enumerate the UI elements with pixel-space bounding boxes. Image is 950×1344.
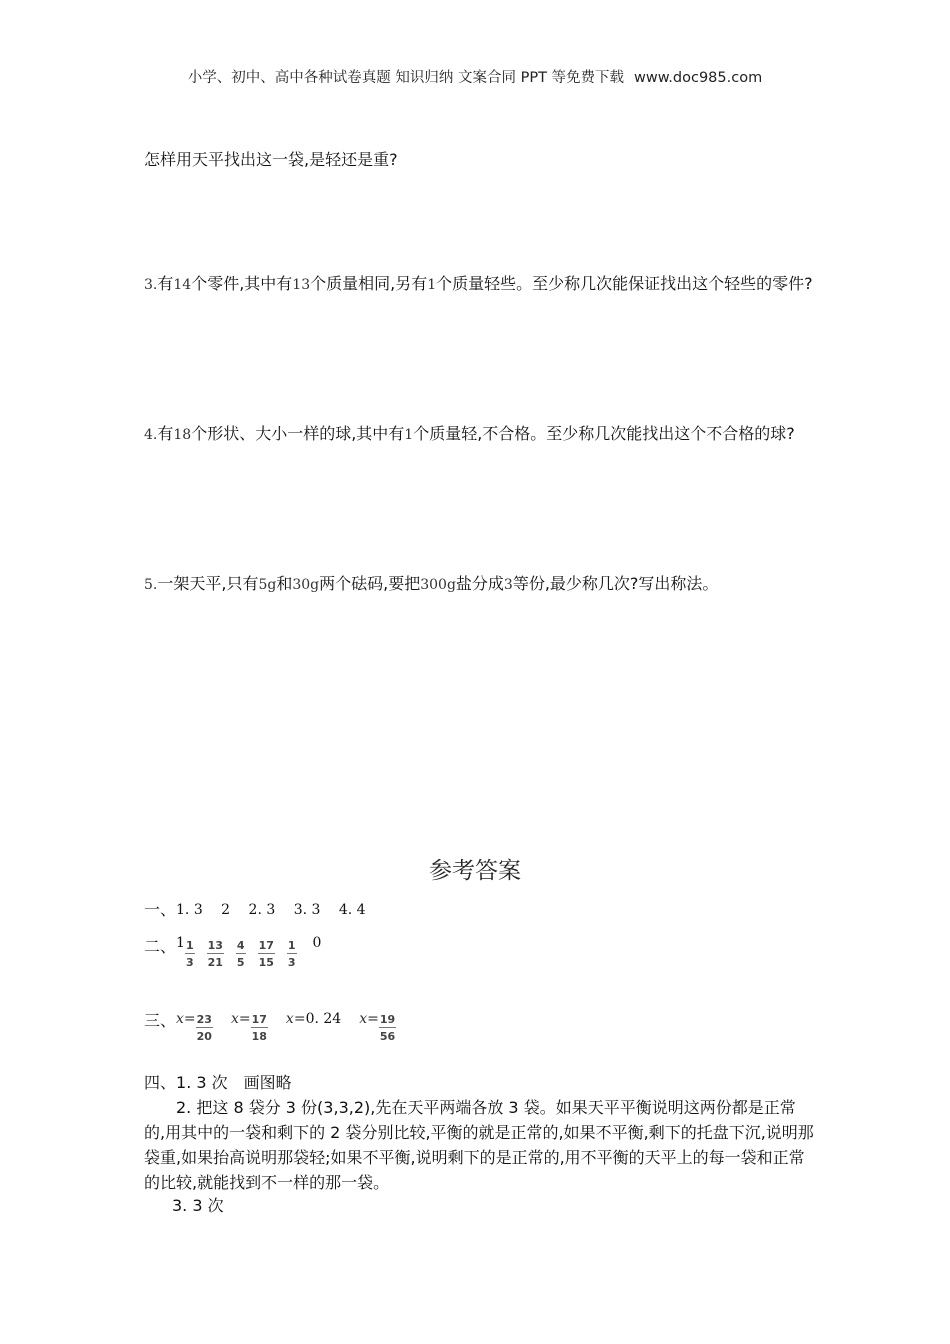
denominator: 21 xyxy=(207,956,223,969)
answer-section-1 xyxy=(144,897,366,920)
q3-mid2: 个质量相同,另有 xyxy=(310,274,428,293)
fraction xyxy=(379,1014,396,1043)
numerator: 13 xyxy=(207,939,223,952)
fraction xyxy=(196,1014,213,1043)
numerator: 1 xyxy=(287,939,296,952)
x-label: x= xyxy=(285,1011,306,1027)
q3-n3: 1 xyxy=(427,277,437,293)
answer-decimal: 0. 24 xyxy=(305,1011,342,1027)
page-header xyxy=(0,66,950,87)
fraction xyxy=(287,940,297,969)
answer-line-1: 1. 3 次 画图略 xyxy=(176,1073,292,1092)
numerator: 17 xyxy=(258,939,274,952)
q5-mid1: 和 xyxy=(276,574,293,593)
fraction xyxy=(185,940,195,969)
numerator: 19 xyxy=(379,1013,396,1026)
q5-mid2: 两个砝码,要把 xyxy=(319,574,421,593)
q4-n2: 1 xyxy=(404,427,414,443)
question-number: 4. xyxy=(144,427,158,443)
answers-title: 参考答案 xyxy=(429,858,521,884)
header-site: www.doc985.com xyxy=(634,70,763,86)
fraction xyxy=(207,940,224,969)
q4-rest: 个质量轻,不合格。至少称几次能找出这个不合格的球? xyxy=(413,424,795,443)
answer-section-3 xyxy=(144,1008,396,1043)
q4-mid1: 个形状、大小一样的球,其中有 xyxy=(191,424,405,443)
fraction xyxy=(251,1014,268,1043)
numerator: 4 xyxy=(236,939,245,952)
q3-text: 有 xyxy=(157,274,174,293)
answer-text: 1. 3 2 2. 3 3. 3 4. 4 xyxy=(176,902,366,918)
numerator: 17 xyxy=(251,1013,267,1026)
x-label: x= xyxy=(230,1011,251,1027)
question-3 xyxy=(144,271,814,298)
denominator: 5 xyxy=(236,956,245,969)
denominator: 3 xyxy=(287,956,296,969)
answer-section-4 xyxy=(144,1070,292,1093)
q5-n3: 300g xyxy=(420,577,456,593)
q3-rest: 个质量轻些。至少称几次能保证找出这个轻些的零件? xyxy=(436,274,813,293)
section-label: 三、 xyxy=(144,1011,177,1030)
numerator: 23 xyxy=(196,1013,212,1026)
answer-section-2 xyxy=(144,934,321,969)
section-label: 四、 xyxy=(144,1073,177,1092)
q3-mid1: 个零件,其中有 xyxy=(191,274,293,293)
answer-tail: 0 xyxy=(312,935,322,951)
x-label: x= xyxy=(176,1011,196,1027)
answer-paragraph-2 xyxy=(144,1095,814,1195)
denominator: 18 xyxy=(251,1030,267,1043)
answer-line-3: 3. 3 次 xyxy=(172,1196,224,1215)
section-label: 二、 xyxy=(144,937,177,956)
question-number: 3. xyxy=(144,277,158,293)
denominator: 15 xyxy=(258,956,274,969)
fraction xyxy=(236,940,246,969)
q5-rest: 等份,最少称几次?写出称法。 xyxy=(512,574,719,593)
denominator: 3 xyxy=(185,956,194,969)
q5-n2: 30g xyxy=(292,577,320,593)
section-label: 一、 xyxy=(144,900,177,919)
fraction xyxy=(258,940,275,969)
numerator: 1 xyxy=(185,939,194,952)
answer-paragraph-text: 2. 把这 8 袋分 3 份(3,3,2),先在天平两端各放 3 袋。如果天平平衡说明这两份都是正常的,用其中的一袋和剩下的 2 袋分别比较,平衡的就是正常的,如果不平衡,剩下的托盘下沉,说明那袋重,如果抬高说明那袋轻;如果不平衡,说明剩下的是正常的,用不平衡的天平上的每一袋和正常的比较,就能找到不一样的那一袋。 xyxy=(144,1098,814,1192)
denominator: 56 xyxy=(379,1030,396,1043)
q4-pre: 有 xyxy=(157,424,174,443)
q4-n1: 18 xyxy=(173,427,192,443)
q5-n1: 5g xyxy=(258,577,277,593)
q3-n1: 14 xyxy=(173,277,192,293)
question-4 xyxy=(144,421,814,448)
denominator: 20 xyxy=(196,1030,212,1043)
q5-n4: 3 xyxy=(503,577,513,593)
q5-pre: 一架天平,只有 xyxy=(157,574,259,593)
question-5 xyxy=(144,571,814,598)
question-2-tail: 怎样用天平找出这一袋,是轻还是重? xyxy=(144,150,398,169)
question-number: 5. xyxy=(144,577,158,593)
x-label: x= xyxy=(359,1011,379,1027)
header-text: 小学、初中、高中各种试卷真题 知识归纳 文案合同 PPT 等免费下载 xyxy=(187,70,625,86)
answer-lead: 1 xyxy=(176,935,185,951)
q3-n2: 13 xyxy=(292,277,311,293)
q5-mid3: 盐分成 xyxy=(455,574,504,593)
